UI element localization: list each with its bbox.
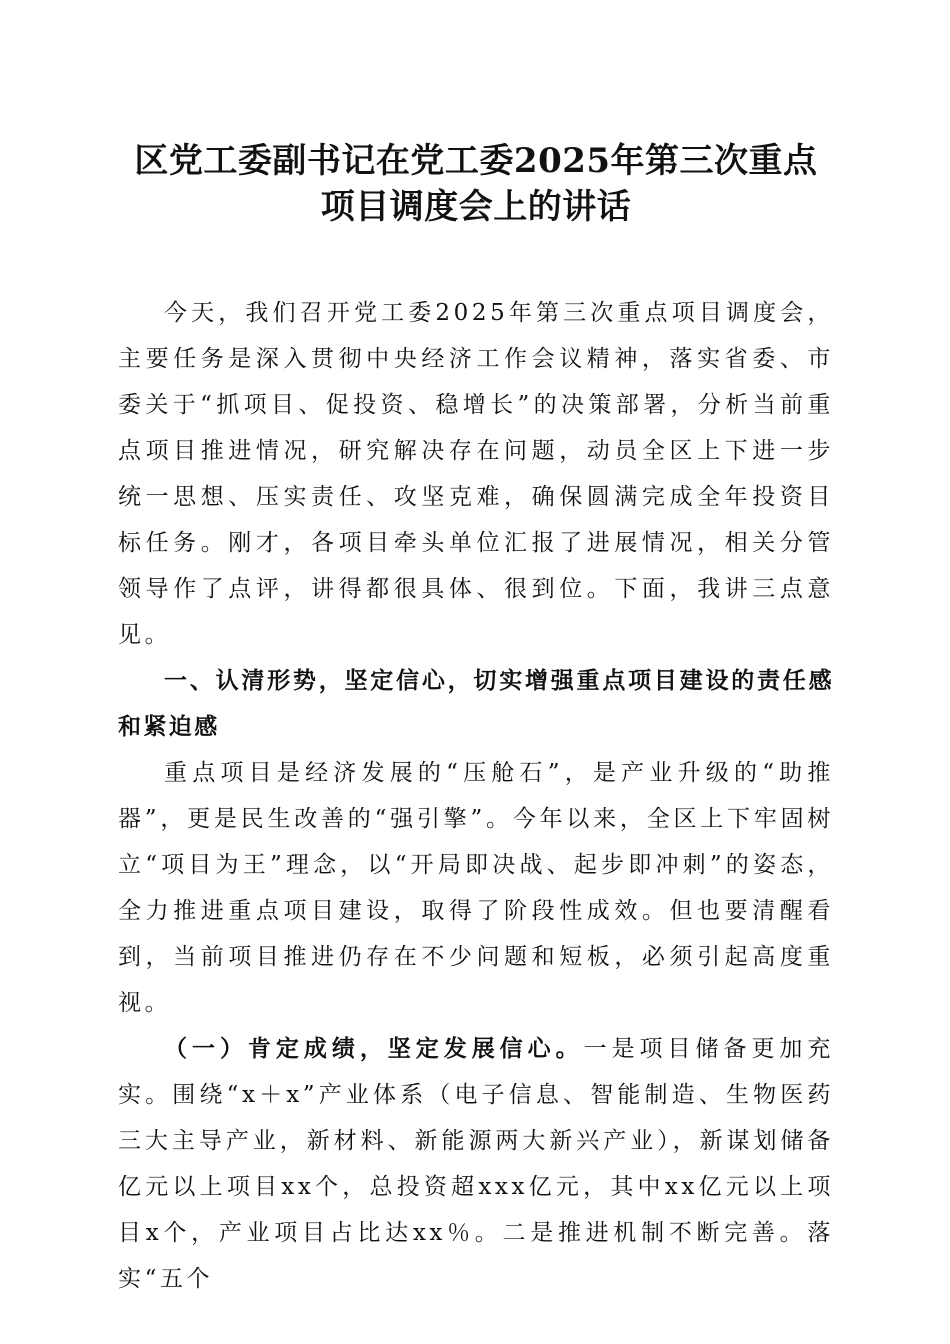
- document-title: [118, 138, 834, 230]
- title-line-1: 区党工委副书记在党工委2025年第三次重点: [134, 141, 818, 181]
- section-1-heading: 一、认清形势，坚定信心，切实增强重点项目建设的责任感和紧迫感: [118, 668, 834, 740]
- intro-paragraph: 今天，我们召开党工委2025年第三次重点项目调度会，主要任务是深入贯彻中央经济工作会议精神，落实省委、市委关于“抓项目、促投资、稳增长”的决策部署，分析当前重点项目推进情况，研究解决存在问题，动员全区上下进一步统一思想、压实责任、攻坚克难，确保圆满完成全年投资目标任务。刚才，各项目牵头单位汇报了进展情况，相关分管领导作了点评，讲得都很具体、很到位。下面，我讲三点意见。: [118, 300, 834, 648]
- subsection-1-text: 一是项目储备更加充实。围绕“x＋x”产业体系（电子信息、智能制造、生物医药三大主导产业，新材料、新能源两大新兴产业），新谋划储备亿元以上项目xx个，总投资超xxx亿元，其中xx亿元以上项目x个，产业项目占比达xx％。二是推进机制不断完善。落实“五个: [118, 1036, 834, 1292]
- subsection-1-paragraph: [118, 1026, 834, 1302]
- section-1-paragraph: 重点项目是经济发展的“压舱石”，是产业升级的“助推器”，更是民生改善的“强引擎”。今年以来，全区上下牢固树立“项目为王”理念，以“开局即决战、起步即冲刺”的姿态，全力推进重点项目建设，取得了阶段性成效。但也要清醒看到，当前项目推进仍存在不少问题和短板，必须引起高度重视。: [118, 760, 834, 1016]
- document-page: [118, 138, 834, 1302]
- document-body: [118, 290, 834, 1302]
- title-line-2: 项目调度会上的讲话: [320, 187, 632, 227]
- subsection-1-heading: （一）肯定成绩，坚定发展信心。: [164, 1035, 584, 1062]
